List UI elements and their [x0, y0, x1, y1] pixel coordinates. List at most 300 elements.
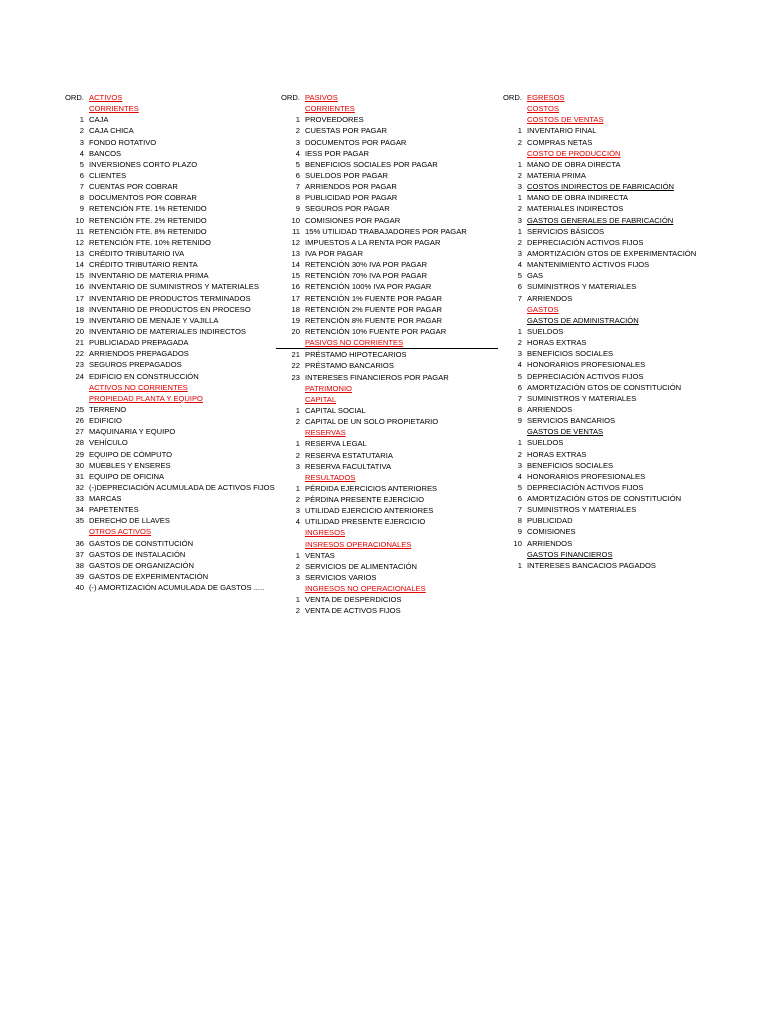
account-number	[60, 393, 89, 404]
account-name: PRÉSTAMO BANCARIOS	[305, 361, 394, 371]
account-name: 15% UTILIDAD TRABAJADORES POR PAGAR	[305, 226, 467, 236]
account-name: COSTOS INDIRECTOS DE FABRICACIÓN	[527, 182, 674, 192]
account-row	[60, 270, 270, 281]
account-name: PÉRDINA PRESENTE EJERCICIO	[305, 495, 424, 505]
account-name: CORRIENTES	[89, 104, 139, 114]
account-number: 8	[517, 404, 522, 414]
account-number: 7	[295, 182, 300, 192]
account-number	[276, 337, 305, 348]
account-row	[60, 437, 270, 448]
account-name: IVA POR PAGAR	[305, 248, 363, 258]
account-name: PRÉSTAMO HIPOTECARIOS	[305, 350, 407, 360]
account-row	[276, 125, 498, 136]
account-row	[498, 293, 720, 304]
account-number: 4	[79, 148, 84, 158]
account-row	[276, 237, 498, 248]
account-number: 15	[75, 271, 84, 281]
account-number	[60, 103, 89, 114]
account-row	[60, 226, 270, 237]
section-heading	[276, 103, 498, 114]
account-number: 19	[75, 315, 84, 325]
account-number: 1	[517, 326, 522, 336]
account-row	[276, 148, 498, 159]
account-number	[276, 583, 305, 594]
account-row	[276, 550, 498, 561]
account-name: VEHÍCULO	[89, 438, 128, 448]
account-row	[276, 561, 498, 572]
account-number: 2	[295, 561, 300, 571]
account-row	[60, 426, 270, 437]
account-row	[60, 471, 270, 482]
account-name: DEPRECIACIÓN ACTIVOS FIJOS	[527, 237, 644, 247]
account-number: 13	[291, 248, 300, 258]
account-row	[498, 237, 720, 248]
account-row	[60, 248, 270, 259]
account-row	[60, 181, 270, 192]
account-number: 1	[295, 595, 300, 605]
account-row	[60, 482, 275, 493]
account-row	[60, 315, 270, 326]
account-name: ARRIENDOS POR PAGAR	[305, 182, 397, 192]
account-name: RETENCIÓN FTE. 10% RETENIDO	[89, 237, 211, 247]
account-number: 10	[75, 215, 84, 225]
account-name: INTERESES FINANCIEROS POR PAGAR	[305, 372, 449, 382]
account-number: 7	[517, 505, 522, 515]
account-row	[498, 203, 720, 214]
account-name: ARRIENDOS	[527, 293, 573, 303]
account-name: PAPETENTES	[89, 505, 139, 515]
account-number: 3	[517, 215, 522, 225]
account-row	[60, 493, 270, 504]
account-name: MAQUINARIA Y EQUIPO	[89, 427, 176, 437]
account-row	[498, 170, 720, 181]
account-number	[276, 394, 305, 405]
account-number: 20	[75, 326, 84, 336]
account-number: 21	[75, 338, 84, 348]
account-name: TERRENO	[89, 404, 127, 414]
account-name: MANO DE OBRA INDIRECTA	[527, 193, 629, 203]
account-row	[498, 259, 720, 270]
column-pasivos	[276, 92, 498, 617]
account-name: RETENCIÓN 1% FUENTE POR PAGAR	[305, 293, 442, 303]
account-number	[276, 427, 305, 438]
account-number: 3	[517, 182, 522, 192]
account-number: 39	[75, 572, 84, 582]
account-name: COMISIONES POR PAGAR	[305, 215, 401, 225]
account-name: RETENCIÓN 8% FUENTE POR PAGAR	[305, 315, 442, 325]
account-name: RETENCIÓN 30% IVA POR PAGAR	[305, 260, 428, 270]
account-name: CUENTAS POR COBRAR	[89, 182, 178, 192]
account-number: 23	[291, 372, 300, 382]
account-row	[60, 259, 270, 270]
account-row	[498, 504, 720, 515]
account-number: 2	[517, 170, 522, 180]
account-number: 17	[291, 293, 300, 303]
account-number: 2	[295, 606, 300, 616]
account-row	[276, 450, 498, 461]
account-number: 12	[291, 237, 300, 247]
account-name: CAJA CHICA	[89, 126, 134, 136]
account-name: RETENCIÓN 100% IVA POR PAGAR	[305, 282, 432, 292]
account-row	[60, 159, 270, 170]
account-number: 2	[295, 495, 300, 505]
account-number: 3	[79, 137, 84, 147]
account-row	[498, 192, 720, 203]
account-number: 6	[295, 170, 300, 180]
account-name: DOCUMENTOS POR PAGAR	[305, 137, 407, 147]
account-number: 7	[79, 182, 84, 192]
account-row	[60, 293, 270, 304]
account-number: 18	[291, 304, 300, 314]
account-number	[498, 114, 527, 125]
account-row	[276, 181, 498, 192]
account-number: 5	[79, 159, 84, 169]
account-row	[276, 203, 498, 214]
account-row	[498, 538, 720, 549]
account-number: 34	[75, 505, 84, 515]
account-number: ORD.	[281, 93, 300, 102]
account-name: ACTIVOS NO CORRIENTES	[89, 382, 188, 392]
account-number: 2	[517, 137, 522, 147]
account-row	[60, 460, 270, 471]
account-number: 1	[295, 550, 300, 560]
account-number: 2	[295, 417, 300, 427]
account-name: MATERIALES INDIRECTOS	[527, 204, 624, 214]
account-row	[60, 415, 270, 426]
section-heading	[276, 337, 498, 349]
account-row	[276, 494, 498, 505]
account-row	[276, 572, 498, 583]
account-name: PUBLICIDAD POR PAGAR	[305, 193, 398, 203]
account-number: 9	[517, 416, 522, 426]
account-number: 2	[517, 338, 522, 348]
account-name: INGRESOS	[305, 528, 346, 538]
account-name: RETENCIÓN 10% FUENTE POR PAGAR	[305, 326, 447, 336]
account-number: 1	[295, 439, 300, 449]
account-number: 17	[75, 293, 84, 303]
account-number: 40	[75, 583, 84, 593]
account-number: 7	[517, 393, 522, 403]
subsection-heading	[498, 426, 720, 437]
account-number: 15	[291, 271, 300, 281]
account-name: CORRIENTES	[305, 104, 355, 114]
account-row	[60, 148, 270, 159]
account-row	[60, 449, 270, 460]
account-number: 29	[75, 449, 84, 459]
account-row	[276, 304, 498, 315]
account-number: 11	[76, 226, 84, 236]
account-name: BENEFICIOS SOCIALES	[527, 349, 614, 359]
account-row	[276, 192, 498, 203]
account-number: 9	[517, 527, 522, 537]
account-number: 8	[79, 193, 84, 203]
account-row	[276, 159, 498, 170]
account-row	[498, 449, 720, 460]
account-name: COSTOS	[527, 104, 559, 114]
account-name: PATRIMONIO	[305, 383, 352, 393]
account-name: SERVICIOS BANCARIOS	[527, 416, 616, 426]
account-number: 1	[79, 115, 84, 125]
account-name: ACTIVOS	[89, 93, 123, 102]
account-name: SUELDOS	[527, 438, 564, 448]
account-name: SUMINISTROS Y MATERIALES	[527, 505, 637, 515]
account-name: CLIENTES	[89, 170, 127, 180]
account-number: 8	[295, 193, 300, 203]
section-heading	[60, 92, 270, 103]
account-number: 3	[517, 349, 522, 359]
account-number: 1	[295, 405, 300, 415]
account-row	[498, 371, 720, 382]
account-row	[60, 114, 270, 125]
account-number: 27	[75, 427, 84, 437]
account-name: RETENCIÓN 70% IVA POR PAGAR	[305, 271, 428, 281]
account-name: MUEBLES Y ENSERES	[89, 460, 171, 470]
account-name: OTROS ACTIVOS	[89, 527, 152, 537]
account-number: 2	[517, 449, 522, 459]
account-row	[60, 371, 270, 382]
account-name: CUESTAS POR PAGAR	[305, 126, 387, 136]
account-number: 18	[75, 304, 84, 314]
account-name: SEGUROS POR PAGAR	[305, 204, 390, 214]
account-number	[276, 103, 305, 114]
account-row	[498, 326, 720, 337]
account-number	[276, 472, 305, 483]
account-number: 1	[295, 115, 300, 125]
account-row	[276, 594, 498, 605]
account-number: 36	[75, 538, 84, 548]
account-name: INGRESOS NO OPERACIONALES	[305, 584, 426, 594]
section-heading	[276, 527, 498, 538]
section-heading	[276, 92, 498, 103]
account-name: RESULTADOS	[305, 472, 356, 482]
account-number: 6	[79, 170, 84, 180]
account-row	[276, 372, 498, 383]
account-row	[60, 237, 270, 248]
account-row	[498, 493, 720, 504]
account-name: SUELDOS	[527, 326, 564, 336]
account-name: IESS POR PAGAR	[305, 148, 370, 158]
account-row	[60, 137, 270, 148]
account-number: 6	[517, 494, 522, 504]
account-name: EQUIPO DE CÓMPUTO	[89, 449, 172, 459]
account-name: AMORTIZACIÓN GTOS DE EXPERIMENTACIÓN	[527, 248, 697, 258]
account-number	[60, 526, 89, 537]
account-row	[60, 348, 270, 359]
column-activos	[60, 92, 275, 593]
account-name: RESERVAS	[305, 428, 346, 438]
account-name: SERVICIOS DE ALIMENTACIÓN	[305, 561, 417, 571]
account-row	[60, 515, 270, 526]
account-row	[276, 248, 498, 259]
account-number: 7	[517, 293, 522, 303]
account-number: 25	[75, 404, 84, 414]
account-number: 6	[517, 282, 522, 292]
account-name: AMORTIZACIÓN GTOS DE CONSTITUCIÓN	[527, 494, 682, 504]
account-row	[498, 125, 720, 136]
subsection-heading	[498, 549, 720, 560]
account-name: CAJA	[89, 115, 109, 125]
account-row	[498, 359, 720, 370]
account-name: GASTOS DE ADMINISTRACIÓN	[527, 315, 639, 325]
subsection-heading	[498, 315, 720, 326]
section-heading	[276, 394, 498, 405]
account-name: UTILIDAD EJERCICIO ANTERIORES	[305, 506, 434, 516]
account-row	[498, 137, 720, 148]
account-number	[498, 315, 527, 326]
account-name: ARRIENDOS PREPAGADOS	[89, 349, 189, 359]
account-row	[498, 437, 720, 448]
account-number	[276, 539, 305, 550]
account-row	[276, 483, 498, 494]
account-row	[276, 326, 498, 337]
account-row	[498, 404, 720, 415]
account-number	[498, 103, 527, 114]
account-row	[498, 482, 720, 493]
account-number: 14	[75, 260, 84, 270]
account-row	[498, 515, 720, 526]
account-row	[60, 582, 270, 593]
account-name: DOCUMENTOS POR COBRAR	[89, 193, 197, 203]
account-number: 1	[517, 560, 522, 570]
account-name: PASIVOS NO CORRIENTES	[305, 338, 404, 348]
account-number: 6	[517, 382, 522, 392]
account-row	[276, 438, 498, 449]
account-name: RESERVA ESTATUTARIA	[305, 450, 393, 460]
account-number: 11	[292, 226, 300, 236]
account-name: CAPITAL SOCIAL	[305, 405, 366, 415]
account-row	[498, 337, 720, 348]
account-number: 2	[295, 126, 300, 136]
account-name: RETENCIÓN FTE. 8% RETENIDO	[89, 226, 207, 236]
account-number	[276, 383, 305, 394]
account-number: 26	[75, 416, 84, 426]
account-name: GAS	[527, 271, 544, 281]
section-heading	[60, 393, 270, 404]
section-heading	[498, 148, 720, 159]
account-row	[60, 170, 270, 181]
account-name: (-)DEPRECIACIÓN ACUMULADA DE ACTIVOS FIJOS	[89, 482, 275, 492]
account-name: SERVICIOS VARIOS	[305, 573, 377, 583]
section-heading	[60, 103, 270, 114]
account-number: 31	[75, 471, 84, 481]
section-heading	[498, 92, 720, 103]
account-row	[276, 315, 498, 326]
section-heading	[276, 472, 498, 483]
account-row	[498, 415, 720, 426]
account-name: CAPITAL DE UN SOLO PROPIETARIO	[305, 417, 439, 427]
account-number: 1	[517, 193, 522, 203]
account-number: 1	[295, 483, 300, 493]
account-name: SUELDOS POR PAGAR	[305, 170, 388, 180]
account-number: 4	[517, 471, 522, 481]
account-row	[60, 326, 270, 337]
account-name: RETENCIÓN FTE. 2% RETENIDO	[89, 215, 207, 225]
account-number: 9	[295, 204, 300, 214]
account-number: 1	[517, 126, 522, 136]
account-number: 16	[291, 282, 300, 292]
account-name: BANCOS	[89, 148, 122, 158]
account-name: INSRESOS OPERACIONALES	[305, 539, 412, 549]
account-name: VENTA DE DESPERDICIOS	[305, 595, 402, 605]
subsection-heading	[498, 215, 720, 226]
account-row	[276, 505, 498, 516]
account-number: 19	[291, 315, 300, 325]
account-row	[498, 348, 720, 359]
account-number: 3	[517, 248, 522, 258]
account-name: INVENTARIO DE MATERIA PRIMA	[89, 271, 209, 281]
account-number: 20	[291, 326, 300, 336]
account-name: PROVEEDORES	[305, 115, 364, 125]
account-row	[498, 281, 720, 292]
account-number: 14	[291, 260, 300, 270]
account-name: FONDO ROTATIVO	[89, 137, 157, 147]
account-number: 24	[75, 371, 84, 381]
account-name: INVENTARIO DE MENAJE Y VAJILLA	[89, 315, 219, 325]
account-number: 4	[295, 148, 300, 158]
account-number: ORD.	[503, 93, 522, 102]
section-heading	[498, 103, 720, 114]
account-name: GASTOS DE CONSTITUCIÓN	[89, 538, 194, 548]
account-number: 4	[517, 260, 522, 270]
account-row	[60, 359, 270, 370]
account-row	[276, 226, 498, 237]
account-name: GASTOS	[527, 304, 559, 314]
account-name: UTILIDAD PRESENTE EJERCICIO	[305, 517, 426, 527]
account-name: MARCAS	[89, 494, 122, 504]
account-name: BENEFICIOS SOCIALES	[527, 460, 614, 470]
section-heading	[498, 304, 720, 315]
account-row	[276, 170, 498, 181]
account-name: DEPRECIACIÓN ACTIVOS FIJOS	[527, 371, 644, 381]
account-number: 1	[517, 226, 522, 236]
account-name: ARRIENDOS	[527, 404, 573, 414]
account-name: EDIFICIO	[89, 416, 122, 426]
account-row	[60, 549, 270, 560]
account-row	[60, 215, 270, 226]
account-number: 3	[295, 461, 300, 471]
account-name: GASTOS FINANCIEROS	[527, 549, 613, 559]
account-number: 32	[75, 482, 84, 492]
account-number: 4	[295, 517, 300, 527]
account-number: 1	[517, 159, 522, 169]
account-row	[60, 571, 270, 582]
account-name: (-) AMORTIZACIÓN ACUMULADA DE GASTOS .....	[89, 583, 265, 593]
account-number	[498, 426, 527, 437]
account-row	[60, 281, 270, 292]
account-name: RETENCIÓN FTE. 1% RETENIDO	[89, 204, 207, 214]
account-number: 16	[75, 282, 84, 292]
account-row	[276, 259, 498, 270]
account-row	[60, 404, 270, 415]
account-number: 3	[517, 460, 522, 470]
account-row	[60, 337, 270, 348]
account-name: INVENTARIO DE PRODUCTOS TERMINADOS	[89, 293, 251, 303]
account-name: PROPIEDAD PLANTA Y EQUIPO	[89, 393, 203, 403]
account-number: 22	[75, 349, 84, 359]
account-name: SEGUROS PREPAGADOS	[89, 360, 182, 370]
account-number: 12	[75, 237, 84, 247]
account-number: 8	[517, 516, 522, 526]
account-number: 5	[517, 371, 522, 381]
account-name: GASTOS DE EXPERIMENTACIÓN	[89, 572, 209, 582]
account-name: DERECHO DE LLAVES	[89, 516, 170, 526]
account-number	[276, 527, 305, 538]
account-name: COSTOS DE VENTAS	[527, 115, 604, 125]
account-name: GASTOS DE VENTAS	[527, 427, 604, 437]
account-name: COSTO DE PRODUCCIÓN	[527, 148, 621, 158]
account-name: MANTENIMIENTO ACTIVOS FIJOS	[527, 260, 650, 270]
account-name: CAPITAL	[305, 394, 337, 404]
